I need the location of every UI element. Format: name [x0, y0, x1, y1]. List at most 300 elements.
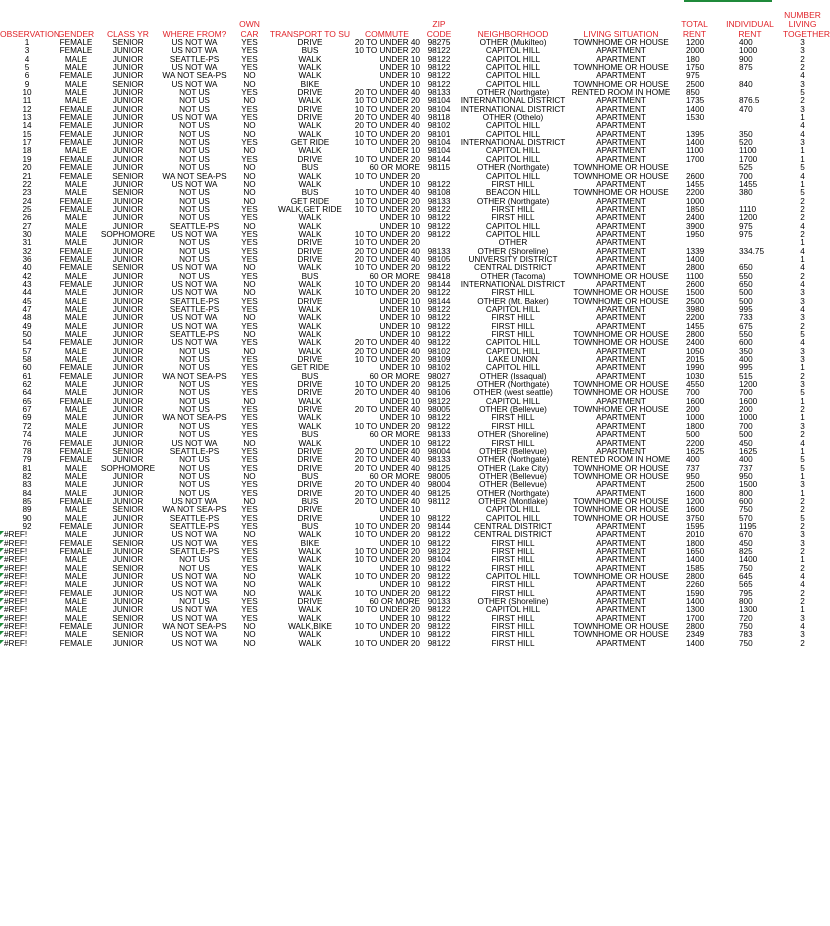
gender-cell[interactable]: FEMALE	[59, 38, 93, 47]
own-car-cell[interactable]: YES	[241, 488, 258, 498]
transport-cell[interactable]: WALK	[298, 288, 322, 298]
number-living-together-cell[interactable]: 2	[800, 196, 805, 206]
where-from-cell[interactable]: WA NOT SEA-PS	[162, 413, 227, 423]
number-living-together-cell[interactable]: 2	[800, 96, 805, 106]
neighborhood-cell[interactable]: CENTRAL DISTRICT	[474, 530, 552, 540]
commute-cell[interactable]: 20 TO UNDER 40	[354, 463, 420, 473]
where-from-cell[interactable]: NOT US	[179, 363, 210, 373]
own-car-cell[interactable]: YES	[241, 296, 258, 306]
gender-cell[interactable]: MALE	[64, 88, 88, 98]
individual-rent-cell[interactable]: 550	[739, 271, 753, 281]
neighborhood-cell[interactable]: CENTRAL DISTRICT	[474, 521, 552, 531]
neighborhood-cell[interactable]: FIRST HILL	[491, 613, 535, 623]
zip-code-cell[interactable]: 98125	[427, 380, 451, 390]
header-neighborhood[interactable]: NEIGHBORHOOD	[477, 28, 549, 39]
zip-code-cell[interactable]: 98104	[427, 555, 451, 565]
transport-cell[interactable]: DRIVE	[297, 355, 323, 365]
commute-cell[interactable]: 10 TO UNDER 20	[354, 46, 420, 56]
number-living-together-cell[interactable]: 3	[800, 421, 805, 431]
gender-cell[interactable]: FEMALE	[59, 263, 93, 273]
individual-rent-cell[interactable]: 1000	[739, 413, 758, 423]
where-from-cell[interactable]: NOT US	[179, 346, 210, 356]
total-rent-cell[interactable]: 1400	[686, 104, 705, 114]
total-rent-cell[interactable]: 1735	[686, 96, 705, 106]
zip-code-cell[interactable]: 98102	[427, 346, 451, 356]
own-car-cell[interactable]: YES	[241, 363, 258, 373]
neighborhood-cell[interactable]: INTERNATIONAL DISTRICT	[460, 96, 566, 106]
zip-code-cell[interactable]: 98027	[427, 371, 451, 381]
transport-cell[interactable]: WALK	[298, 588, 322, 598]
class-yr-cell[interactable]: SENIOR	[112, 446, 144, 456]
zip-code-cell[interactable]: 98133	[427, 246, 451, 256]
where-from-cell[interactable]: NOT US	[179, 555, 210, 565]
transport-cell[interactable]: GET RIDE	[290, 363, 330, 373]
number-living-together-cell[interactable]: 2	[800, 496, 805, 506]
number-living-together-cell[interactable]: 2	[800, 405, 805, 415]
header-number-living-together[interactable]: NUMBER LIVING TOGETHER	[783, 9, 830, 39]
gender-cell[interactable]: MALE	[64, 563, 88, 573]
living-situation-cell[interactable]: APARTMENT	[596, 480, 646, 490]
living-situation-cell[interactable]: APARTMENT	[596, 179, 646, 189]
own-car-cell[interactable]: NO	[243, 179, 256, 189]
where-from-cell[interactable]: NOT US	[179, 138, 210, 148]
transport-cell[interactable]: DRIVE	[297, 113, 323, 123]
individual-rent-cell[interactable]	[717, 114, 783, 122]
commute-cell[interactable]: 20 TO UNDER 40	[354, 38, 420, 47]
transport-cell[interactable]: WALK	[298, 638, 322, 648]
neighborhood-cell[interactable]: FIRST HILL	[491, 630, 535, 640]
gender-cell[interactable]: MALE	[64, 430, 88, 440]
total-rent-cell[interactable]: 1585	[686, 563, 705, 573]
transport-cell[interactable]: WALK	[298, 572, 322, 581]
number-living-together-cell[interactable]: 2	[800, 54, 805, 64]
number-living-together-cell[interactable]: 2	[800, 563, 805, 573]
commute-cell[interactable]: UNDER 10	[379, 146, 420, 156]
commute-cell[interactable]: 60 OR MORE	[369, 597, 420, 607]
own-car-cell[interactable]: NO	[243, 396, 256, 406]
commute-cell[interactable]: 20 TO UNDER 40	[354, 405, 420, 415]
gender-cell[interactable]: FEMALE	[59, 338, 93, 348]
number-living-together-cell[interactable]: 4	[800, 580, 805, 590]
class-yr-cell[interactable]: JUNIOR	[112, 279, 144, 289]
total-rent-cell[interactable]: 1850	[686, 204, 705, 214]
living-situation-cell[interactable]: APARTMENT	[596, 238, 646, 248]
total-rent-cell[interactable]: 1395	[686, 129, 705, 139]
neighborhood-cell[interactable]: FIRST HILL	[491, 638, 535, 648]
commute-cell[interactable]: UNDER 10	[379, 396, 420, 406]
transport-cell[interactable]: DRIVE	[297, 104, 323, 114]
neighborhood-cell[interactable]: CENTRAL DISTRICT	[474, 263, 552, 273]
transport-cell[interactable]: WALK	[298, 438, 322, 448]
number-living-together-cell[interactable]: 5	[800, 88, 805, 98]
total-rent-cell[interactable]: 2400	[686, 213, 705, 223]
zip-code-cell[interactable]: 98122	[427, 605, 451, 615]
transport-cell[interactable]: GET RIDE	[290, 138, 330, 148]
neighborhood-cell[interactable]: INTERNATIONAL DISTRICT	[460, 104, 566, 114]
transport-cell[interactable]: DRIVE	[297, 246, 323, 256]
individual-rent-cell[interactable]: 675	[739, 321, 753, 331]
where-from-cell[interactable]: SEATTLE-PS	[169, 513, 220, 523]
zip-code-cell[interactable]: 98133	[427, 88, 451, 98]
observation-cell[interactable]: #REF!	[0, 615, 54, 623]
neighborhood-cell[interactable]: OTHER (Othelo)	[482, 113, 544, 123]
living-situation-cell[interactable]: TOWNHOME OR HOUSE	[573, 288, 669, 298]
living-situation-cell[interactable]: TOWNHOME OR HOUSE	[573, 296, 669, 306]
total-rent-cell[interactable]: 400	[686, 455, 700, 465]
living-situation-cell[interactable]: APARTMENT	[596, 121, 646, 131]
where-from-cell[interactable]: NOT US	[179, 121, 210, 131]
commute-cell[interactable]: 10 TO UNDER 20	[354, 622, 420, 632]
class-yr-cell[interactable]: SENIOR	[112, 263, 144, 273]
gender-cell[interactable]: FEMALE	[59, 446, 93, 456]
number-living-together-cell[interactable]: 5	[800, 455, 805, 465]
transport-cell[interactable]: DRIVE	[297, 154, 323, 164]
gender-cell[interactable]: MALE	[64, 630, 88, 640]
transport-cell[interactable]: DRIVE	[297, 513, 323, 523]
own-car-cell[interactable]: YES	[241, 38, 258, 47]
zip-code-cell[interactable]: 98122	[427, 613, 451, 623]
total-rent-cell[interactable]: 2600	[686, 171, 705, 181]
number-living-together-cell[interactable]: 1	[800, 254, 805, 264]
neighborhood-cell[interactable]: OTHER	[498, 238, 528, 248]
neighborhood-cell[interactable]: CAPITOL HILL	[485, 363, 541, 373]
class-yr-cell[interactable]: SENIOR	[112, 38, 144, 47]
total-rent-cell[interactable]: 1650	[686, 546, 705, 556]
own-car-cell[interactable]: NO	[243, 79, 256, 89]
class-yr-cell[interactable]: JUNIOR	[112, 246, 144, 256]
zip-code-cell[interactable]: 98122	[427, 572, 451, 581]
class-yr-cell[interactable]: SENIOR	[112, 630, 144, 640]
observation-cell[interactable]: 3	[24, 46, 30, 56]
total-rent-cell[interactable]: 4550	[686, 380, 705, 390]
living-situation-cell[interactable]: APARTMENT	[596, 363, 646, 373]
living-situation-cell[interactable]: TOWNHOME OR HOUSE	[573, 188, 669, 198]
zip-code-cell[interactable]: 98004	[427, 480, 451, 490]
own-car-cell[interactable]: YES	[241, 446, 258, 456]
where-from-cell[interactable]: US NOT WA	[171, 79, 218, 89]
number-living-together-cell[interactable]: 2	[800, 321, 805, 331]
where-from-cell[interactable]: SEATTLE-PS	[169, 446, 220, 456]
total-rent-cell[interactable]: 1700	[686, 154, 705, 164]
own-car-cell[interactable]: NO	[243, 572, 256, 581]
where-from-cell[interactable]: US NOT WA	[171, 530, 218, 540]
living-situation-cell[interactable]: TOWNHOME OR HOUSE	[573, 630, 669, 640]
zip-code-cell[interactable]: 98122	[427, 413, 451, 423]
living-situation-cell[interactable]: APARTMENT	[596, 605, 646, 615]
transport-cell[interactable]: WALK	[298, 63, 322, 73]
neighborhood-cell[interactable]: CAPITOL HILL	[485, 305, 541, 314]
zip-code-cell[interactable]: 98122	[427, 63, 451, 73]
living-situation-cell[interactable]: TOWNHOME OR HOUSE	[573, 338, 669, 348]
own-car-cell[interactable]: NO	[243, 188, 256, 198]
living-situation-cell[interactable]: APARTMENT	[596, 521, 646, 531]
transport-cell[interactable]: DRIVE	[297, 446, 323, 456]
living-situation-cell[interactable]: APARTMENT	[596, 430, 646, 440]
number-living-together-cell[interactable]: 4	[800, 305, 805, 314]
neighborhood-cell[interactable]: OTHER (Shoreline)	[477, 246, 549, 256]
number-living-together-cell[interactable]: 1	[800, 154, 805, 164]
individual-rent-cell[interactable]: 700	[739, 388, 753, 398]
observation-cell[interactable]: #REF!	[0, 631, 54, 639]
number-living-together-cell[interactable]: 2	[800, 229, 805, 239]
total-rent-cell[interactable]: 1000	[686, 413, 705, 423]
gender-cell[interactable]: FEMALE	[59, 396, 93, 406]
zip-code-cell[interactable]: 98122	[427, 46, 451, 56]
number-living-together-cell[interactable]: 1	[800, 179, 805, 189]
observation-cell[interactable]: 23	[22, 188, 32, 198]
commute-cell[interactable]: UNDER 10	[379, 213, 420, 223]
neighborhood-cell[interactable]: OTHER (Bellevue)	[479, 446, 547, 456]
zip-code-cell[interactable]: 98004	[427, 446, 451, 456]
number-living-together-cell[interactable]: 1	[800, 446, 805, 456]
gender-cell[interactable]: FEMALE	[59, 546, 93, 556]
class-yr-cell[interactable]: JUNIOR	[112, 363, 144, 373]
number-living-together-cell[interactable]: 5	[800, 463, 805, 473]
where-from-cell[interactable]: NOT US	[179, 396, 210, 406]
gender-cell[interactable]: MALE	[64, 296, 88, 306]
total-rent-cell[interactable]: 500	[686, 430, 700, 440]
zip-code-cell[interactable]: 98122	[427, 204, 451, 214]
where-from-cell[interactable]: US NOT WA	[171, 63, 218, 73]
number-living-together-cell[interactable]: 1	[800, 113, 805, 123]
class-yr-cell[interactable]: JUNIOR	[112, 380, 144, 390]
transport-cell[interactable]: WALK,BIKE	[288, 622, 332, 632]
observation-cell[interactable]: 82	[22, 471, 32, 481]
zip-code-cell[interactable]: 98102	[427, 363, 451, 373]
living-situation-cell[interactable]: APARTMENT	[596, 113, 646, 123]
observation-cell[interactable]: 47	[22, 305, 32, 314]
neighborhood-cell[interactable]: FIRST HILL	[491, 413, 535, 423]
transport-cell[interactable]: WALK	[298, 129, 322, 139]
living-situation-cell[interactable]: APARTMENT	[596, 421, 646, 431]
neighborhood-cell[interactable]: INTERNATIONAL DISTRICT	[460, 279, 566, 289]
commute-cell[interactable]: UNDER 10	[379, 321, 420, 331]
individual-rent-cell[interactable]: 1300	[739, 605, 758, 615]
number-living-together-cell[interactable]: 4	[800, 338, 805, 348]
gender-cell[interactable]: MALE	[64, 471, 88, 481]
transport-cell[interactable]: GET RIDE	[290, 196, 330, 206]
number-living-together-cell[interactable]: 3	[800, 138, 805, 148]
living-situation-cell[interactable]: RENTED ROOM IN HOME	[571, 88, 671, 98]
number-living-together-cell[interactable]: 4	[800, 572, 805, 581]
number-living-together-cell[interactable]: 2	[800, 271, 805, 281]
where-from-cell[interactable]: NOT US	[179, 88, 210, 98]
gender-cell[interactable]: FEMALE	[59, 496, 93, 506]
neighborhood-cell[interactable]: CAPITOL HILL	[485, 513, 541, 523]
total-rent-cell[interactable]: 2260	[686, 580, 705, 590]
gender-cell[interactable]: MALE	[64, 146, 88, 156]
gender-cell[interactable]: FEMALE	[59, 121, 93, 131]
transport-cell[interactable]: WALK	[298, 54, 322, 64]
commute-cell[interactable]: 10 TO UNDER 20	[354, 521, 420, 531]
transport-cell[interactable]: WALK	[298, 179, 322, 189]
gender-cell[interactable]: FEMALE	[59, 254, 93, 264]
observation-cell[interactable]: 20	[22, 163, 32, 173]
individual-rent-cell[interactable]: 500	[739, 288, 753, 298]
where-from-cell[interactable]: US NOT WA	[171, 496, 218, 506]
neighborhood-cell[interactable]: LAKE UNION	[488, 355, 538, 365]
gender-cell[interactable]: FEMALE	[59, 588, 93, 598]
commute-cell[interactable]: 10 TO UNDER 20	[354, 104, 420, 114]
individual-rent-cell[interactable]: 520	[739, 138, 753, 148]
where-from-cell[interactable]: NOT US	[179, 405, 210, 415]
class-yr-cell[interactable]: JUNIOR	[112, 430, 144, 440]
neighborhood-cell[interactable]: FIRST HILL	[491, 179, 535, 189]
total-rent-cell[interactable]: 2500	[686, 296, 705, 306]
commute-cell[interactable]: 10 TO UNDER 20	[354, 546, 420, 556]
where-from-cell[interactable]: NOT US	[179, 196, 210, 206]
total-rent-cell[interactable]: 3980	[686, 305, 705, 314]
where-from-cell[interactable]: NOT US	[179, 463, 210, 473]
gender-cell[interactable]: FEMALE	[59, 171, 93, 181]
commute-cell[interactable]: 10 TO UNDER 20	[354, 572, 420, 581]
observation-cell[interactable]: #REF!	[0, 556, 54, 564]
commute-cell[interactable]: 20 TO UNDER 40	[354, 113, 420, 123]
individual-rent-cell[interactable]: 650	[739, 279, 753, 289]
living-situation-cell[interactable]: APARTMENT	[596, 346, 646, 356]
zip-code-cell[interactable]: 98112	[427, 496, 451, 506]
transport-cell[interactable]: DRIVE	[297, 380, 323, 390]
observation-cell[interactable]: 92	[22, 521, 32, 531]
commute-cell[interactable]: UNDER 10	[379, 63, 420, 73]
observation-cell[interactable]: 78	[22, 446, 32, 456]
own-car-cell[interactable]: YES	[241, 204, 258, 214]
zip-code-cell[interactable]: 98005	[427, 471, 451, 481]
zip-code-cell[interactable]: 98122	[427, 563, 451, 573]
commute-cell[interactable]: 60 OR MORE	[369, 430, 420, 440]
number-living-together-cell[interactable]: 4	[800, 121, 805, 131]
transport-cell[interactable]: BUS	[301, 46, 319, 56]
zip-code-cell[interactable]: 98122	[427, 421, 451, 431]
total-rent-cell[interactable]: 700	[686, 388, 700, 398]
neighborhood-cell[interactable]: OTHER (west seattle)	[473, 388, 553, 398]
observation-cell[interactable]: 1	[24, 38, 30, 47]
own-car-cell[interactable]: NO	[243, 288, 256, 298]
gender-cell[interactable]: FEMALE	[59, 622, 93, 632]
where-from-cell[interactable]: SEATTLE-PS	[169, 330, 220, 340]
observation-cell[interactable]: 12	[22, 104, 32, 114]
total-rent-cell[interactable]: 737	[686, 463, 700, 473]
number-living-together-cell[interactable]: 5	[800, 388, 805, 398]
zip-code-cell[interactable]: 98144	[427, 521, 451, 531]
where-from-cell[interactable]: US NOT WA	[171, 46, 218, 56]
commute-cell[interactable]: 20 TO UNDER 40	[354, 254, 420, 264]
where-from-cell[interactable]: US NOT WA	[171, 605, 218, 615]
gender-cell[interactable]: FEMALE	[59, 129, 93, 139]
individual-rent-cell[interactable]: 700	[739, 171, 753, 181]
commute-cell[interactable]: 10 TO UNDER 20	[354, 355, 420, 365]
total-rent-cell[interactable]: 1750	[686, 63, 705, 73]
transport-cell[interactable]: DRIVE	[297, 238, 323, 248]
gender-cell[interactable]: MALE	[64, 488, 88, 498]
individual-rent-cell[interactable]: 995	[739, 305, 753, 314]
own-car-cell[interactable]: YES	[241, 371, 258, 381]
commute-cell[interactable]: 20 TO UNDER 40	[354, 455, 420, 465]
individual-rent-cell[interactable]: 645	[739, 572, 753, 581]
living-situation-cell[interactable]: TOWNHOME OR HOUSE	[573, 388, 669, 398]
gender-cell[interactable]: MALE	[64, 305, 88, 314]
individual-rent-cell[interactable]: 825	[739, 546, 753, 556]
zip-code-cell[interactable]: 98005	[427, 405, 451, 415]
where-from-cell[interactable]: NOT US	[179, 104, 210, 114]
individual-rent-cell[interactable]: 950	[739, 471, 753, 481]
commute-cell[interactable]: 20 TO UNDER 40	[354, 488, 420, 498]
class-yr-cell[interactable]: JUNIOR	[112, 371, 144, 381]
neighborhood-cell[interactable]: CAPITOL HILL	[485, 79, 541, 89]
own-car-cell[interactable]: NO	[243, 263, 256, 273]
neighborhood-cell[interactable]: INTERNATIONAL DISTRICT	[460, 138, 566, 148]
gender-cell[interactable]: MALE	[64, 605, 88, 615]
number-living-together-cell[interactable]: 3	[800, 346, 805, 356]
observation-cell[interactable]: #REF!	[0, 548, 54, 556]
individual-rent-cell[interactable]: 1700	[739, 154, 758, 164]
zip-code-cell[interactable]: 98418	[427, 271, 451, 281]
observation-cell[interactable]: 15	[22, 129, 32, 139]
number-living-together-cell[interactable]: 2	[800, 638, 805, 648]
neighborhood-cell[interactable]: FIRST HILL	[491, 421, 535, 431]
individual-rent-cell[interactable]: 470	[739, 104, 753, 114]
class-yr-cell[interactable]: JUNIOR	[112, 271, 144, 281]
observation-cell[interactable]: 58	[22, 355, 32, 365]
living-situation-cell[interactable]: TOWNHOME OR HOUSE	[573, 79, 669, 89]
gender-cell[interactable]: MALE	[64, 179, 88, 189]
class-yr-cell[interactable]: JUNIOR	[112, 405, 144, 415]
commute-cell[interactable]: 10 TO UNDER 20	[354, 238, 420, 248]
total-rent-cell[interactable]: 1050	[686, 346, 705, 356]
individual-rent-cell[interactable]: 1400	[739, 555, 758, 565]
living-situation-cell[interactable]: APARTMENT	[596, 54, 646, 64]
gender-cell[interactable]: FEMALE	[59, 638, 93, 648]
where-from-cell[interactable]: SEATTLE-PS	[169, 546, 220, 556]
transport-cell[interactable]: WALK	[298, 546, 322, 556]
living-situation-cell[interactable]: TOWNHOME OR HOUSE	[573, 513, 669, 523]
transport-cell[interactable]: WALK	[298, 396, 322, 406]
zip-code-cell[interactable]: 98122	[427, 338, 451, 348]
gender-cell[interactable]: MALE	[64, 221, 88, 231]
transport-cell[interactable]: WALK	[298, 96, 322, 106]
individual-rent-cell[interactable]: 1195	[739, 521, 757, 531]
commute-cell[interactable]: 60 OR MORE	[369, 371, 420, 381]
class-yr-cell[interactable]: JUNIOR	[112, 597, 144, 607]
total-rent-cell[interactable]: 1100	[686, 146, 704, 156]
neighborhood-cell[interactable]: FIRST HILL	[491, 321, 535, 331]
living-situation-cell[interactable]: APARTMENT	[596, 638, 646, 648]
transport-cell[interactable]: DRIVE	[297, 480, 323, 490]
where-from-cell[interactable]: NOT US	[179, 271, 210, 281]
zip-code-cell[interactable]: 98122	[427, 213, 451, 223]
class-yr-cell[interactable]: SENIOR	[112, 538, 144, 548]
own-car-cell[interactable]: NO	[243, 313, 256, 323]
where-from-cell[interactable]: NOT US	[179, 480, 210, 490]
neighborhood-cell[interactable]: FIRST HILL	[491, 580, 535, 590]
gender-cell[interactable]: MALE	[64, 480, 88, 490]
own-car-cell[interactable]: NO	[243, 146, 256, 156]
observation-cell[interactable]: 65	[22, 396, 32, 406]
transport-cell[interactable]: DRIVE	[297, 597, 323, 607]
own-car-cell[interactable]: YES	[241, 546, 258, 556]
neighborhood-cell[interactable]: CAPITOL HILL	[485, 121, 541, 131]
zip-code-cell[interactable]: 98122	[427, 622, 451, 632]
number-living-together-cell[interactable]: 4	[800, 171, 805, 181]
living-situation-cell[interactable]: APARTMENT	[596, 146, 646, 156]
gender-cell[interactable]: FEMALE	[59, 163, 93, 173]
individual-rent-cell[interactable]: 600	[739, 338, 753, 348]
total-rent-cell[interactable]: 1000	[686, 196, 705, 206]
living-situation-cell[interactable]: APARTMENT	[596, 530, 646, 540]
gender-cell[interactable]: MALE	[64, 229, 88, 239]
class-yr-cell[interactable]: JUNIOR	[112, 638, 144, 648]
own-car-cell[interactable]: YES	[241, 138, 258, 148]
